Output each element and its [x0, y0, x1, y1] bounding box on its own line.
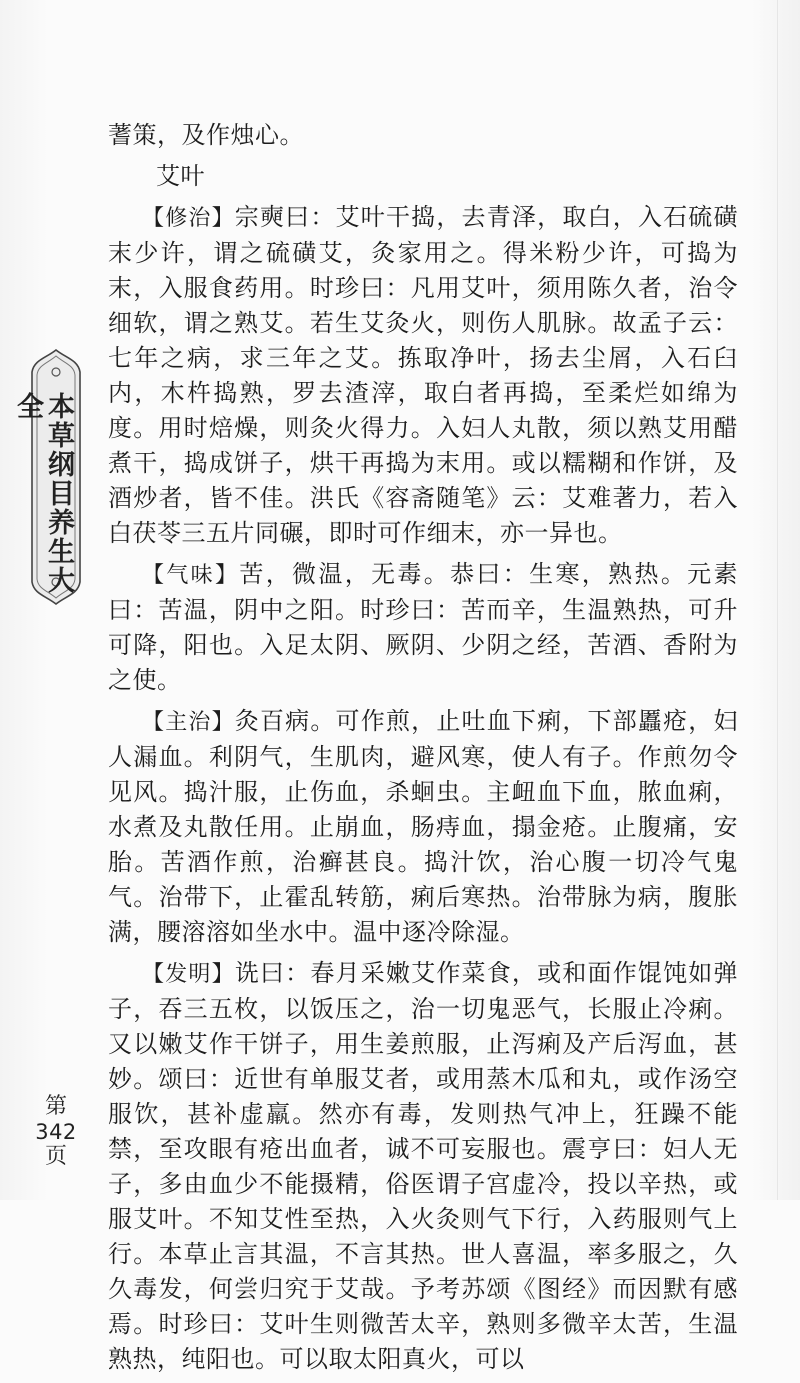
paragraph-text: 诜曰：春月采嫩艾作菜食，或和面作馄饨如弹子，吞三五枚，以饭压之，治一切鬼恶气，长服止冷痢。又以嫩艾作干饼子，用生姜煎服，止泻痢及产后泻血，甚妙。颂曰：近世有单服艾者，或用蒸木瓜和丸，或作汤空服饮，甚补虚羸。然亦有毒，发则热气冲上，狂躁不能禁，至攻眼有疮出血者，诚不可妄服也。震亨曰：妇人无子，多由血少不能摄精，俗医谓子宫虚冷，投以辛热，或服艾叶。不知艾性至热，入火灸则气下行，入药服则气上行。本草止言其温，不言其热。世人喜温，率多服之，久久毒发，何尝归究于艾哉。予考苏颂《图经》而因默有感焉。时珍曰：艾叶生则微苦太辛，熟则多微辛太苦，生温熟热，纯阳也。可以取太阳真火，可以 [108, 959, 738, 1373]
paragraph-continuation: 蓍策，及作烛心。 [108, 121, 304, 149]
page-number-value: 342 [35, 1120, 77, 1144]
paragraph-text: 宗奭曰：艾叶干捣，去青泽，取白，入石硫磺末少许，谓之硫磺艾，灸家用之。得米粉少许，可捣为末，入服食药用。时珍曰：凡用艾叶，须用陈久者，治令细软，谓之熟艾。若生艾灸火，则伤人肌脉。故孟子云：七年之病，求三年之艾。拣取净叶，扬去尘屑，入石臼内，木杵捣熟，罗去渣滓，取白者再捣，至柔烂如绵为度。用时焙燥，则灸火得力。入妇人丸散，须以熟艾用醋煮干，捣成饼子，烘干再捣为末用。或以糯糊和作饼，及酒炒者，皆不佳。洪氏《容斋随笔》云：艾难著力，若入白茯苓三五片同碾，即时可作细末，亦一异也。 [108, 203, 738, 547]
body-text [108, 118, 738, 1383]
paragraph-preparation [108, 200, 738, 551]
page-number-prefix: 第 [44, 1094, 67, 1119]
paragraph-indications [108, 704, 738, 950]
page-number-suffix: 页 [44, 1144, 67, 1169]
paragraph-text: 苦，微温，无毒。恭曰：生寒，熟热。元素曰：苦温，阴中之阳。时珍曰：苦而辛，生温熟热，可升可降，阳也。入足太阴、厥阴、少阴之经，苦酒、香附为之使。 [108, 560, 738, 694]
paragraph-elucidation [108, 956, 738, 1377]
section-tag: 【发明】 [142, 962, 235, 987]
section-tag: 【主治】 [142, 710, 235, 735]
entry-heading: 艾叶 [156, 162, 205, 190]
section-tag: 【修治】 [142, 206, 235, 231]
section-tag: 【气味】 [142, 563, 240, 588]
page-edge-line [777, 0, 778, 1200]
book-title: 本草纲目养生大全 [12, 392, 74, 595]
page-number [34, 1094, 78, 1170]
side-title-banner [12, 348, 82, 606]
paragraph-text: 灸百病。可作煎，止吐血下痢，下部䘌疮，妇人漏血。利阴气，生肌肉，避风寒，使人有子。作煎勿令见风。捣汁服，止伤血，杀蛔虫。主衄血下血，脓血痢，水煮及丸散任用。止崩血，肠痔血，搨金疮。止腹痛，安胎。苦酒作煎，治癣甚良。捣汁饮，治心腹一切冷气鬼气。治带下，止霍乱转筋，痢后寒热。治带脉为病，腹胀满，腰溶溶如坐水中。温中逐冷除湿。 [108, 707, 738, 946]
paragraph-flavor [108, 557, 738, 698]
